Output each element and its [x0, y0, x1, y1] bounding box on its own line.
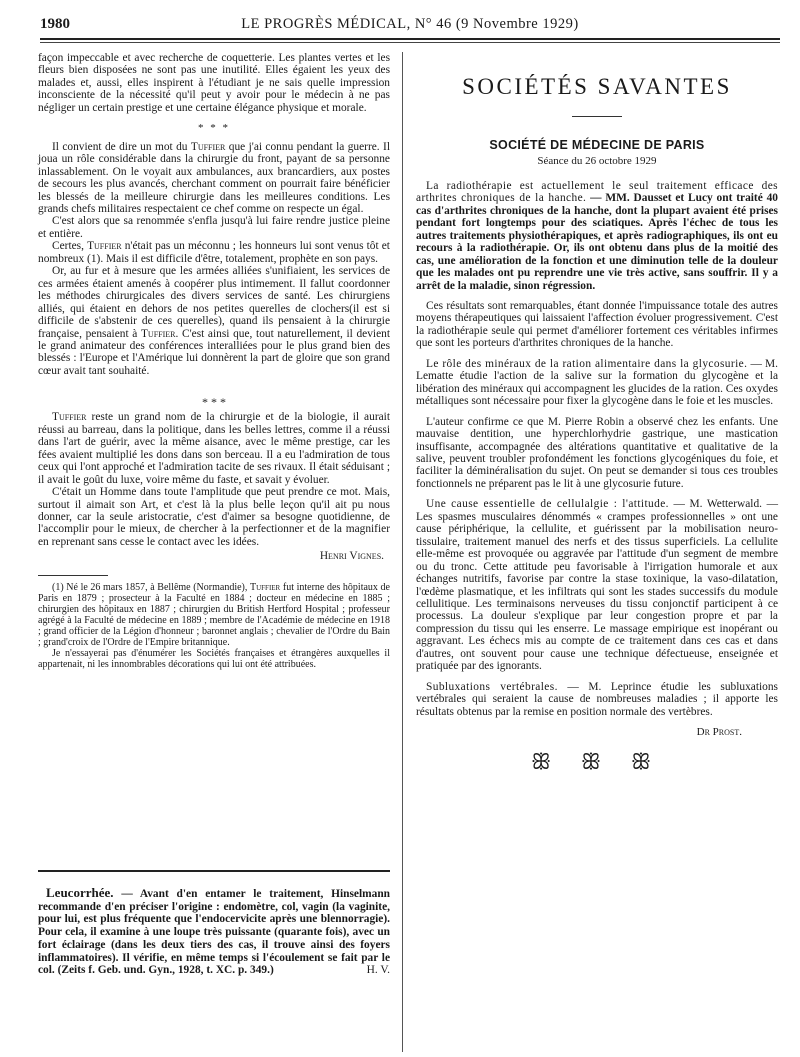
text: . C'est ainsi que, tout naturellement, il devient le grand animateur des conférences interalliées pour le plus grand bien des blessés : l'Europe et l'Amérique lui donnèrent la part de gloire que son grand cœur avait tant souhaité. [38, 327, 391, 377]
page-header [40, 14, 780, 38]
right-column [416, 52, 778, 775]
section-title: SOCIÉTÉS SAVANTES [462, 74, 732, 99]
session-date: Séance du 26 octobre 1929 [537, 155, 657, 168]
ornament: ꕥ ꕥ ꕥ [530, 749, 664, 775]
article-heading: Subluxations vertébrales. [426, 680, 558, 693]
article-heading: Une cause essentielle de cellulalgie : l'attitude. [426, 498, 669, 511]
paragraph [38, 240, 390, 265]
text: (1) Né le 26 mars 1857, à Bellême (Normandie), [52, 581, 248, 593]
text: Certes, [52, 240, 84, 253]
paragraph: L'auteur confirme ce que M. Pierre Robin a observé chez les enfants. Une mauvaise dentition, une hyperchlorhydrie gastrique, une mastication insuffisante, accompagnée des altérations quantitative et qualitative de la salive, peuvent troubler profondément les fonctions glycogéniques du foie, et faciliter la déminéralisation du sujet. On peut se demander si tous ces troubles fonctionnels ne préparent pas le lit à une glycosurie future. [416, 415, 778, 490]
text: — M. Leprince étudie les subluxations vertébrales qui seraient la cause de nombreuses maladies ; il apporte les résultats obtenus par la remise en position normale des vertèbres. [416, 680, 778, 718]
author-signoff: Henri Vignes. [319, 550, 384, 563]
column-divider [402, 52, 403, 1052]
text: Il convient de dire un mot du [52, 140, 188, 153]
paragraph [38, 411, 390, 486]
signature: Dr Prost. [696, 726, 742, 739]
name-tuffier: Tuffier [190, 140, 226, 153]
section-stars: * * * [202, 395, 226, 410]
name-tuffier: Tuffier [140, 327, 176, 340]
footnotes [38, 582, 390, 670]
paragraph: Ces résultats sont remarquables, étant donnée l'impuissance totale des autres moyens thérapeutiques qui laissaient l'affection évoluer progressivement. C'est la radiothérapie seule qui permet d'améliorer fortement ces véritables infirmes que sont les porteurs d'arthrites chroniques de la hanche. [416, 299, 778, 350]
society-name: SOCIÉTÉ DE MÉDECINE DE PARIS [489, 138, 705, 152]
note-author: H. V. [366, 964, 390, 977]
text: que j'ai connu pendant la guerre. Il joua un rôle considérable dans la chirurgie du front, payant de sa personne inlassablement. On le voyait aux ambulances, aux brancardiers, aux postes de secours les plus avancés, cherchant comment on pourrait faire bénéficier les blessés de la meilleure chirurgie dans les meilleures conditions. Les grands chefs militaires respectaient ce chef comme on respecte un égal. [38, 140, 390, 215]
journal-title: LE PROGRÈS MÉDICAL, N° 46 (9 Novembre 1929) [241, 16, 579, 32]
text: fut interne des hôpitaux de Paris en 1879 ; prosecteur à la Faculté en 1884 ; docteur en médecine en 1885 ; chirurgien des hôpitaux en 1887 ; chirurgien du British Hertford Hospital ; professeur agrégé à la Faculté de médecine en 1889 ; membre de l'Académie de médecine en 1918 ; grand officier de la Légion d'honneur ; baronnet anglais ; chevalier de l'Ordre du Bain ; grand'croix de l'Ordre de l'Empire britannique. [38, 581, 390, 648]
text: Or, au fur et à mesure que les armées alliées s'unifiaient, les services de ces armées étaient amenés à coopérer plus intimement. Il fallut coordonner les méthodes chirurgicales des divers services de santé. Les chirurgiens alliés, qui étaient en dehors de nos petites querelles de clochers(il est si difficile de s'abstenir de ces querelles), quand ils pensaient à la chirurgie française, pensaient à [38, 265, 390, 340]
note-title: Leucorrhée. [46, 885, 114, 900]
article-heading: La radiothérapie est actuellement le seul traitement efficace des arthrites chroniques de la hanche. [416, 179, 778, 205]
name-tuffier: Tuffier [52, 411, 87, 424]
paragraph [38, 265, 390, 377]
header-rule [40, 38, 780, 40]
text: — M. Wetterwald. — Les spasmes musculaires dénommés « crampes professionnelles » ont une cause périphérique, la cellulite, et guérissent par la mobilisation neuro-tissulaire, traitement manuel des nerfs et des tissus superficiels. La cellulite elle-même est provoquée ou aggravée par l'attitude d'un segment de membre ou du tronc. Cette attitude peu favorisable à l'irrigation humorale et aux échanges nutritifs, favorise par contre la stase toxinique, la vaso-dilatation, l'œdème plasmatique, et les infiltrats qui sont les stades successifs du module cellulitique. Les terminaisons nerveuses du tissu conjonctif participent à ce processus. La douleur s'explique par leur congestion propre et par la compression du tissu qui les enserre. Le massage empirique est inopérant ou aggravant. Les échecs mis au compte de ce traitement dans ces cas et dans d'autres, ont souvent pour cause une technique défectueuse, enseignée et pratiquée par des ignorants. [416, 498, 778, 673]
section-stars: * * * [198, 122, 230, 135]
article [416, 358, 778, 408]
text: — MM. Dausset et Lucy ont traité 40 cas d'arthrites chroniques de la hanche, dont la plupart avaient été prises pendant fort longtemps pour des sciatiques. Après l'échec de tous les autres traitements physiothérapiques, et après radiographiques, ils ont eu recours à la radiothérapie. Or, ils ont obtenu dans plus de la moitié des cas, une amélioration de la fonction et une diminution telle de la douleur que les malades ont pu reprendre une vie très active, sans souffrir. Il y a arrêt de la maladie, sinon régression. [416, 192, 778, 292]
article [416, 180, 778, 292]
paragraph [38, 887, 390, 977]
article-heading: Le rôle des minéraux de la ration alimentaire dans la glycosurie. [426, 357, 748, 370]
paragraph: C'est alors que sa renommée s'enfla jusqu'à lui faire rendre justice pleine et entière. [38, 215, 390, 240]
leucorrhee-note [38, 887, 390, 977]
footnote-rule [38, 575, 108, 576]
text: reste un grand nom de la chirurgie et de la biologie, il aurait réussi au barreau, dans la politique, dans les belles lettres, comme il a réussi dans l'art de guérir, avec la même aisance, avec le même prestige, car les fées avaient multiplié les dons dans son berceau. Il a eu l'admiration de tous ceux qui l'ont approché et l'admiration tacite de ses rivaux. Il était séduisant ; il avait le goût du luxe, voire même du faste, et savait y évoluer. [38, 411, 390, 486]
article [416, 681, 778, 718]
name-tuffier: Tuffier [87, 240, 122, 253]
box-rule [38, 870, 390, 872]
paragraph [38, 141, 390, 216]
footnote: Je n'essayerai pas d'énumérer les Sociétés françaises et étrangères auxquelles il appartenait, ni les innombrables décorations qui lui ont été attribuées. [38, 647, 390, 670]
title-rule [572, 116, 622, 117]
name-tuffier: Tuffier [250, 581, 281, 593]
page-number: 1980 [40, 16, 70, 32]
paragraph: façon impeccable et avec recherche de coquetterie. Les plantes vertes et les fleurs bien disposées ne sont pas une inutilité. Elles égaient les yeux des malades et, aussi, elles inspirent à l'étudiant je ne sais quelle impression inconsciente de la nécessité qu'il peut y avoir pour le médecin à ne pas négliger un certain prestige et une certaine élégance physique et morale. [38, 52, 390, 114]
left-column [38, 52, 390, 670]
article [416, 498, 778, 672]
text: n'était pas un méconnu ; les honneurs lui sont venus tôt et nombreux (1). Mais il est difficile d'être, totalement, prophète en son pays. [38, 240, 390, 265]
header-rule-thin [40, 42, 780, 43]
footnote [38, 582, 390, 648]
paragraph: C'était un Homme dans toute l'amplitude que peut prendre ce mot. Mais, surtout il aimait son Art, et c'est là la plus belle leçon qu'il ait pu nous donner, car la seule aristocratie, c'est d'aimer sa besogne quotidienne, de l'accomplir pour le mieux, de chercher à la perfectionner et de la magnifier en reprenant sans cesse le contact avec les idées. [38, 486, 390, 548]
text: — M. Lematte étudie l'action de la salive sur la formation du glycogène et la libération des minéraux qui accompagnent les glucides de la ration. Ces oxydes métalliques sont nécessaire pour fixer la glycogène dans le foie et les muscles. [416, 357, 778, 408]
text: — Avant d'en entamer le traitement, Hinselmann recommande d'en préciser l'origine : endomètre, col, vagin (la vaginite, pour lui, est plus fréquente que l'endocervicite après une blennorragie). Pour cela, il examine à une loupe très puissante (quarante fois), avec un fort éclairage (dans les deux tiers des cas, il trouve ainsi des foyers inflammatoires). Il vérifie, en même temps si l'écoulement se fait par le col. (Zeits f. Geb. und. Gyn., 1928, t. XC. p. 349.) [38, 888, 390, 977]
